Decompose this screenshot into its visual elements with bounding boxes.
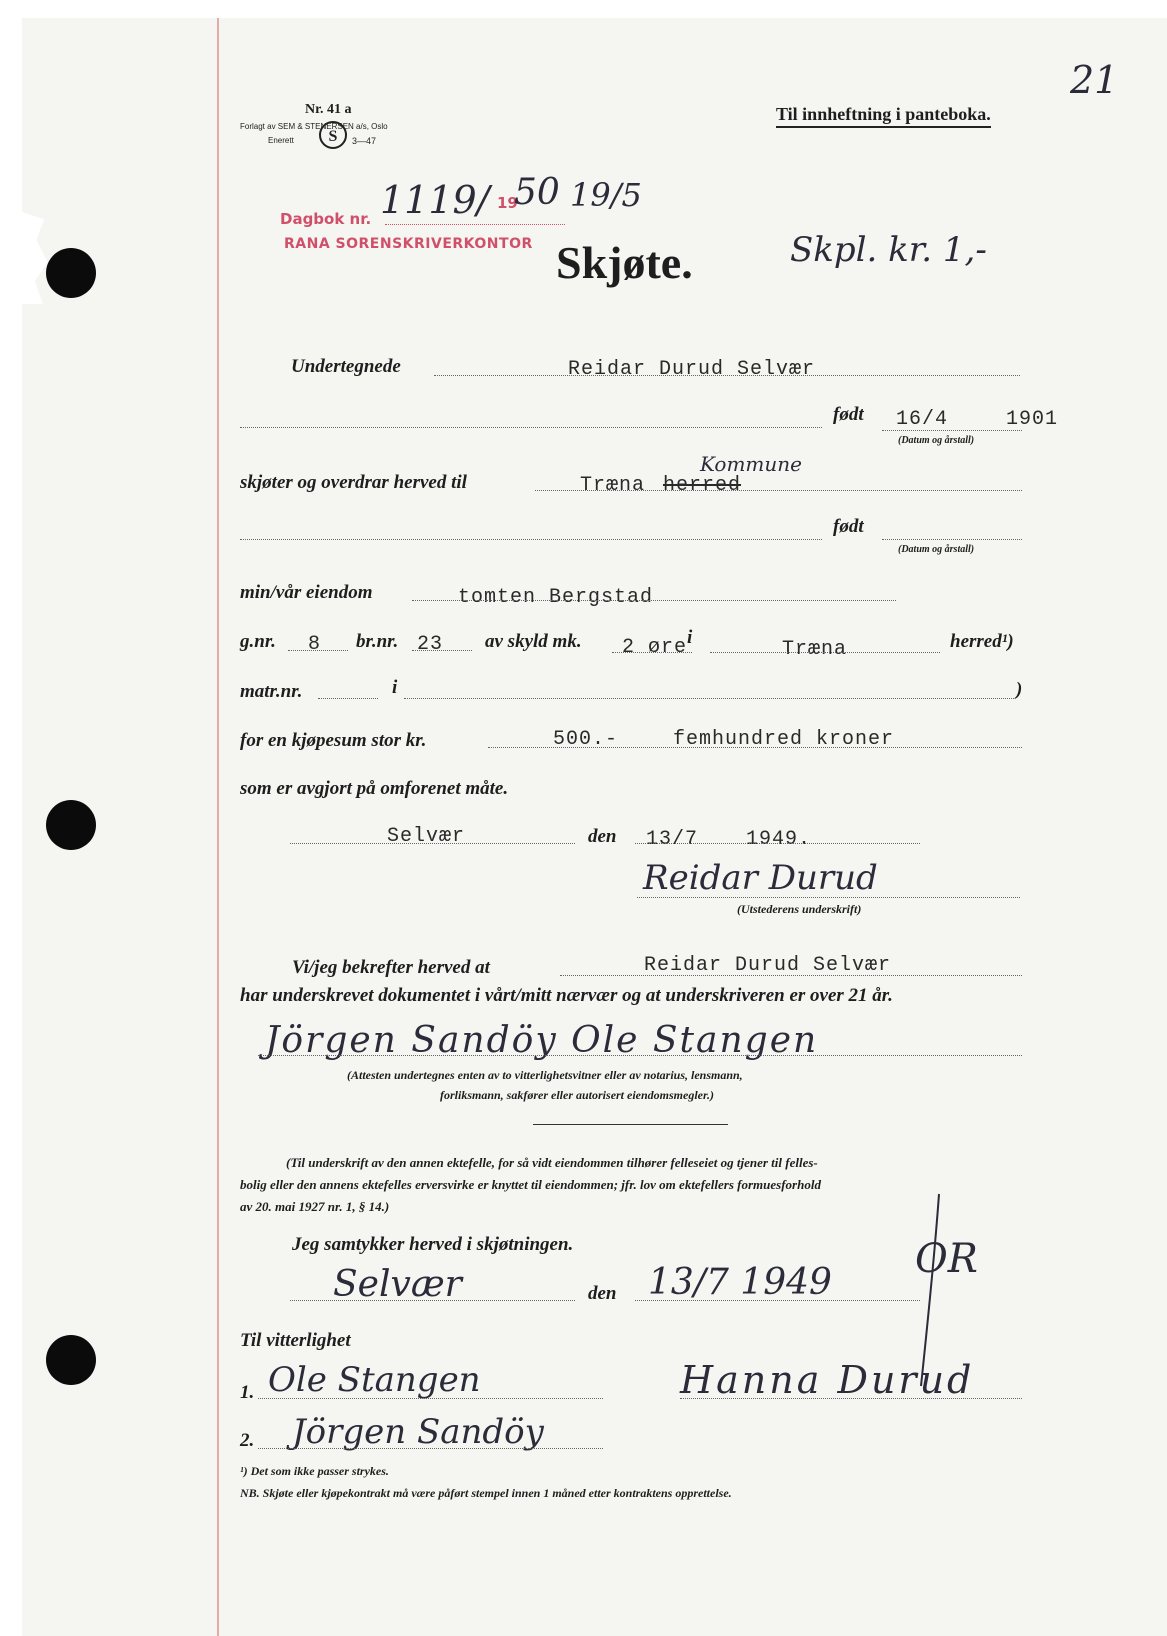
stamp-office: RANA SORENSKRIVERKONTOR [284, 236, 533, 252]
attest-signatures: Jörgen Sandöy Ole Stangen [265, 1020, 819, 1061]
fodt-label-2: født [833, 516, 864, 537]
spouse-note1: (Til underskrift av den annen ektefelle, for så vidt eiendommen tilhører felleseiet og tjener til felles- [286, 1155, 818, 1170]
spouse-signature: Hanna Durud [680, 1358, 975, 1402]
attest-person: Reidar Durud Selvær [644, 954, 892, 977]
amount: 500.- [553, 728, 619, 751]
seller-birth-year: 1901 [1006, 408, 1059, 431]
undertegnede-label: Undertegnede [291, 356, 401, 377]
stamp-line [385, 224, 565, 225]
dotted-line [488, 747, 1022, 748]
spouse-note2: bolig eller den annens ektefelles erversvirke er knyttet til eiendommen; jfr. lov om ektefellers formuesforhold [240, 1177, 821, 1192]
publisher-logo-icon [318, 120, 348, 150]
witness-2-signature: Jörgen Sandöy [292, 1412, 544, 1452]
dotted-line [710, 652, 940, 653]
buyer-typed: Træna [580, 474, 646, 497]
dotted-line [404, 698, 1014, 699]
dotted-line [288, 650, 348, 651]
settled-text: som er avgjort på omforenet måte. [240, 778, 509, 799]
form-date: 3—47 [352, 136, 377, 146]
spouse-date: 13/7 1949 [648, 1262, 832, 1303]
kjop-label: for en kjøpesum stor kr. [240, 730, 427, 751]
footnote: ¹) Det som ikke passer strykes. [240, 1464, 389, 1478]
dotted-line [290, 1300, 575, 1301]
matr-i-label: i [392, 677, 398, 698]
gnr-value: 8 [308, 633, 322, 656]
transfer-label: skjøter og overdrar herved til [240, 472, 467, 493]
witness-label: Til vitterlighet [240, 1330, 351, 1351]
dagbok-date: 19/5 [570, 176, 642, 214]
issuer-signature: Reidar Durud [643, 858, 878, 898]
dotted-line [637, 897, 1020, 898]
dotted-line [240, 427, 822, 428]
dotted-line [258, 1448, 603, 1449]
document-title: Skjøte. [556, 237, 693, 288]
punch-hole [46, 248, 96, 298]
dotted-line [240, 539, 822, 540]
dotted-line [412, 600, 896, 601]
herred-place: Træna [782, 638, 848, 661]
dotted-line [318, 698, 378, 699]
publisher-line: Forlagt av SEM & STENERSEN a/s, Oslo [240, 122, 388, 131]
skyld-value: 2 øre [622, 636, 688, 659]
buyer-struck: herred [663, 474, 742, 497]
witness-1-signature: Ole Stangen [268, 1360, 481, 1400]
spouse-place: Selvær [333, 1264, 462, 1305]
dotted-line [258, 1398, 603, 1399]
consent-text: Jeg samtykker herved i skjøtningen. [292, 1234, 574, 1255]
dotted-line [612, 652, 692, 653]
dotted-line [680, 1398, 1022, 1399]
seller-name: Reidar Durud Selvær [568, 358, 816, 381]
brnr-value: 23 [417, 633, 444, 656]
binding-note: Til innheftning i panteboka. [776, 104, 991, 128]
matr-close: ) [1016, 679, 1023, 700]
dagbok-year: 50 [514, 172, 560, 213]
spouse-initials: OR [915, 1236, 978, 1282]
attest-line2: har underskrevet dokumentet i vårt/mitt nærvær og at underskriveren er over 21 år. [240, 985, 893, 1006]
year-prefix: 19 [497, 194, 518, 212]
title-note: Skpl. kr. 1,- [790, 230, 987, 270]
dotted-line [882, 539, 1022, 540]
dagbok-number: 1119/ [380, 178, 490, 222]
attest-note1: (Attesten undertegnes enten av to vitterlighetsvitner eller av notarius, lensmann, [347, 1068, 743, 1082]
property-name: tomten Bergstad [458, 586, 654, 609]
witness-number-1: 1. [240, 1382, 255, 1403]
margin-line [217, 18, 219, 1636]
date-signed: 13/7 [646, 828, 699, 851]
dotted-line [290, 843, 575, 844]
attest-note2: forliksmann, sakfører eller autorisert eiendomsmegler.) [440, 1088, 715, 1102]
brnr-label: br.nr. [356, 631, 399, 652]
den-label: den [588, 826, 617, 847]
spouse-note3: av 20. mai 1927 nr. 1, § 14.) [240, 1199, 390, 1214]
dotted-line [434, 375, 1020, 376]
enerett-label: Enerett [268, 136, 294, 145]
dotted-line [560, 975, 1022, 976]
dotted-line [535, 490, 1022, 491]
matr-label: matr.nr. [240, 681, 303, 702]
buyer-handwritten: Kommune [700, 452, 802, 476]
dagbok-label: Dagbok nr. [280, 210, 372, 228]
place: Selvær [387, 825, 466, 848]
dotted-line [412, 650, 472, 651]
spouse-den-label: den [588, 1283, 617, 1304]
herred-label: herred¹) [950, 631, 1014, 652]
dotted-line [635, 843, 920, 844]
witness-number-2: 2. [240, 1430, 255, 1451]
property-label: min/vår eiendom [240, 582, 373, 603]
divider [533, 1124, 728, 1125]
attest-label: Vi/jeg bekrefter herved at [292, 957, 490, 978]
year-signed: 1949. [746, 828, 812, 851]
amount-words: femhundred kroner [673, 728, 895, 751]
form-number: Nr. 41 a [305, 102, 352, 117]
punch-hole [46, 800, 96, 850]
fodt-label: født [833, 404, 864, 425]
dotted-line [258, 1055, 1022, 1056]
dotted-line [635, 1300, 920, 1301]
datum-hint: (Datum og årstall) [898, 435, 975, 446]
skyld-label: av skyld mk. [485, 631, 582, 652]
seller-birth-date: 16/4 [896, 408, 949, 431]
page-number: 21 [1070, 58, 1119, 102]
issuer-caption: (Utstederens underskrift) [737, 902, 862, 916]
svg-text:S: S [328, 128, 338, 145]
punch-hole [46, 1335, 96, 1385]
nb-note: NB. Skjøte eller kjøpekontrakt må være påført stempel innen 1 måned etter kontraktens opprettelse. [240, 1486, 732, 1500]
gnr-label: g.nr. [240, 631, 276, 652]
i-label: i [687, 627, 693, 648]
dotted-line [882, 430, 1022, 431]
datum-hint-2: (Datum og årstall) [898, 544, 975, 555]
